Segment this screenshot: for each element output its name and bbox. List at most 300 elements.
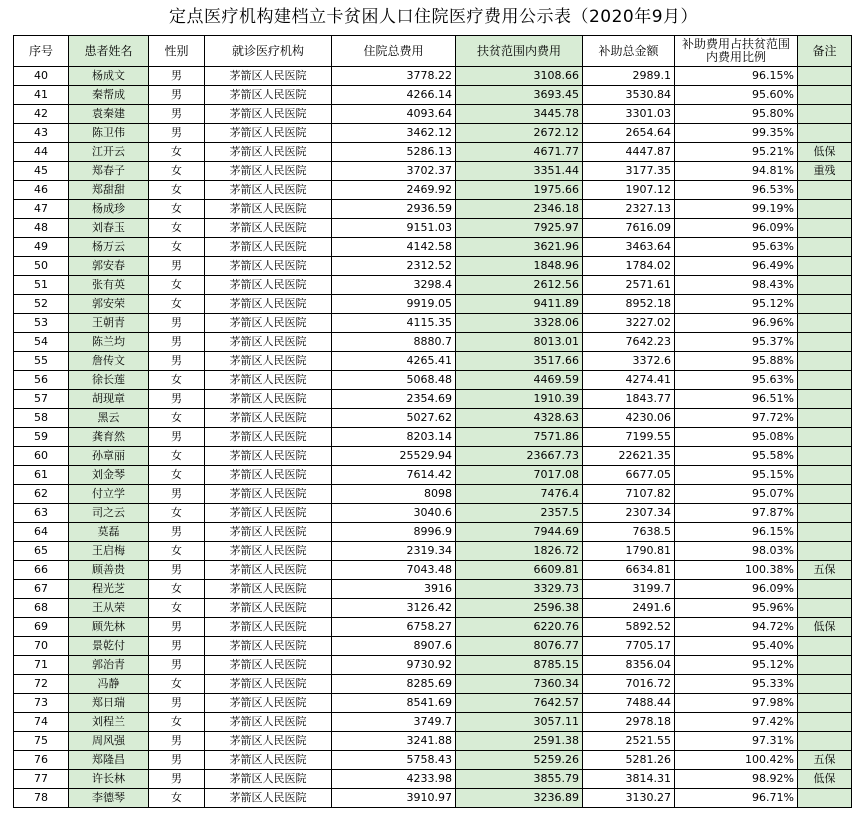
- total-cost-cell: 4233.98: [332, 770, 456, 789]
- index-cell: 55: [14, 352, 69, 371]
- hospital-cell: 茅箭区人民医院: [205, 599, 332, 618]
- hospital-cell: 茅箭区人民医院: [205, 713, 332, 732]
- covered-cost-cell: 7017.08: [456, 466, 583, 485]
- subsidy-cell: 3463.64: [583, 238, 675, 257]
- index-cell: 56: [14, 371, 69, 390]
- covered-cost-cell: 3445.78: [456, 105, 583, 124]
- hospital-cell: 茅箭区人民医院: [205, 352, 332, 371]
- total-cost-cell: 3462.12: [332, 124, 456, 143]
- gender-cell: 女: [149, 789, 205, 808]
- name-cell: 郭安荣: [69, 295, 149, 314]
- table-row: [14, 637, 852, 656]
- name-cell: 孙章丽: [69, 447, 149, 466]
- covered-cost-cell: 1910.39: [456, 390, 583, 409]
- index-cell: 40: [14, 67, 69, 86]
- subsidy-cell: 4447.87: [583, 143, 675, 162]
- total-cost-cell: 9730.92: [332, 656, 456, 675]
- covered-cost-cell: 3693.45: [456, 86, 583, 105]
- index-cell: 47: [14, 200, 69, 219]
- gender-cell: 女: [149, 200, 205, 219]
- gender-cell: 男: [149, 637, 205, 656]
- subsidy-cell: 2654.64: [583, 124, 675, 143]
- gender-cell: 男: [149, 314, 205, 333]
- table-row: [14, 542, 852, 561]
- gender-cell: 男: [149, 105, 205, 124]
- ratio-cell: 95.07%: [675, 485, 798, 504]
- ratio-cell: 95.80%: [675, 105, 798, 124]
- remark-cell: [798, 67, 852, 86]
- header-cell-remark: 备注: [798, 36, 852, 67]
- table-row: [14, 428, 852, 447]
- index-cell: 51: [14, 276, 69, 295]
- name-cell: 郑春子: [69, 162, 149, 181]
- total-cost-cell: 7043.48: [332, 561, 456, 580]
- name-cell: 刘金琴: [69, 466, 149, 485]
- gender-cell: 女: [149, 143, 205, 162]
- index-cell: 53: [14, 314, 69, 333]
- subsidy-cell: 1907.12: [583, 181, 675, 200]
- total-cost-cell: 4265.41: [332, 352, 456, 371]
- covered-cost-cell: 3351.44: [456, 162, 583, 181]
- ratio-cell: 95.63%: [675, 238, 798, 257]
- gender-cell: 女: [149, 219, 205, 238]
- ratio-cell: 96.49%: [675, 257, 798, 276]
- total-cost-cell: 2312.52: [332, 257, 456, 276]
- index-cell: 46: [14, 181, 69, 200]
- name-cell: 杨成文: [69, 67, 149, 86]
- name-cell: 陈卫伟: [69, 124, 149, 143]
- header-cell-ratio: 补助费用占扶贫范围内费用比例: [675, 36, 798, 67]
- subsidy-cell: 3130.27: [583, 789, 675, 808]
- name-cell: 王从荣: [69, 599, 149, 618]
- ratio-cell: 95.60%: [675, 86, 798, 105]
- covered-cost-cell: 2596.38: [456, 599, 583, 618]
- total-cost-cell: 2354.69: [332, 390, 456, 409]
- remark-cell: [798, 637, 852, 656]
- header-cell-gender: 性别: [149, 36, 205, 67]
- remark-cell: [798, 333, 852, 352]
- covered-cost-cell: 8785.15: [456, 656, 583, 675]
- covered-cost-cell: 7476.4: [456, 485, 583, 504]
- gender-cell: 男: [149, 352, 205, 371]
- name-cell: 黑云: [69, 409, 149, 428]
- total-cost-cell: 3778.22: [332, 67, 456, 86]
- name-cell: 付立学: [69, 485, 149, 504]
- gender-cell: 女: [149, 675, 205, 694]
- covered-cost-cell: 1826.72: [456, 542, 583, 561]
- gender-cell: 女: [149, 238, 205, 257]
- table-row: [14, 656, 852, 675]
- subsidy-cell: 3199.7: [583, 580, 675, 599]
- total-cost-cell: 2469.92: [332, 181, 456, 200]
- index-cell: 61: [14, 466, 69, 485]
- remark-cell: [798, 542, 852, 561]
- remark-cell: [798, 409, 852, 428]
- total-cost-cell: 4093.64: [332, 105, 456, 124]
- hospital-cell: 茅箭区人民医院: [205, 561, 332, 580]
- name-cell: 郑甜甜: [69, 181, 149, 200]
- name-cell: 张有英: [69, 276, 149, 295]
- total-cost-cell: 3298.4: [332, 276, 456, 295]
- table-row: [14, 409, 852, 428]
- name-cell: 李德琴: [69, 789, 149, 808]
- table-row: [14, 485, 852, 504]
- subsidy-cell: 6677.05: [583, 466, 675, 485]
- ratio-cell: 94.72%: [675, 618, 798, 637]
- gender-cell: 女: [149, 542, 205, 561]
- table-row: [14, 447, 852, 466]
- ratio-cell: 95.40%: [675, 637, 798, 656]
- index-cell: 48: [14, 219, 69, 238]
- index-cell: 68: [14, 599, 69, 618]
- subsidy-cell: 7199.55: [583, 428, 675, 447]
- subsidy-cell: 3301.03: [583, 105, 675, 124]
- total-cost-cell: 5758.43: [332, 751, 456, 770]
- total-cost-cell: 5027.62: [332, 409, 456, 428]
- table-row: [14, 143, 852, 162]
- total-cost-cell: 3910.97: [332, 789, 456, 808]
- remark-cell: [798, 466, 852, 485]
- remark-cell: [798, 789, 852, 808]
- remark-cell: [798, 732, 852, 751]
- table-row: [14, 257, 852, 276]
- index-cell: 63: [14, 504, 69, 523]
- table-body: [14, 36, 852, 808]
- hospital-cell: 茅箭区人民医院: [205, 694, 332, 713]
- name-cell: 顾先林: [69, 618, 149, 637]
- subsidy-cell: 8356.04: [583, 656, 675, 675]
- covered-cost-cell: 1848.96: [456, 257, 583, 276]
- remark-cell: [798, 447, 852, 466]
- ratio-cell: 97.31%: [675, 732, 798, 751]
- gender-cell: 男: [149, 333, 205, 352]
- hospital-cell: 茅箭区人民医院: [205, 542, 332, 561]
- gender-cell: 女: [149, 409, 205, 428]
- index-cell: 57: [14, 390, 69, 409]
- total-cost-cell: 3916: [332, 580, 456, 599]
- gender-cell: 女: [149, 466, 205, 485]
- covered-cost-cell: 7571.86: [456, 428, 583, 447]
- index-cell: 45: [14, 162, 69, 181]
- total-cost-cell: 8098: [332, 485, 456, 504]
- gender-cell: 男: [149, 390, 205, 409]
- table-row: [14, 238, 852, 257]
- hospital-cell: 茅箭区人民医院: [205, 732, 332, 751]
- subsidy-cell: 2571.61: [583, 276, 675, 295]
- ratio-cell: 100.42%: [675, 751, 798, 770]
- ratio-cell: 96.96%: [675, 314, 798, 333]
- table-row: [14, 124, 852, 143]
- table-row: [14, 504, 852, 523]
- gender-cell: 女: [149, 295, 205, 314]
- ratio-cell: 96.09%: [675, 580, 798, 599]
- index-cell: 78: [14, 789, 69, 808]
- hospital-cell: 茅箭区人民医院: [205, 162, 332, 181]
- hospital-cell: 茅箭区人民医院: [205, 770, 332, 789]
- remark-cell: [798, 276, 852, 295]
- ratio-cell: 95.15%: [675, 466, 798, 485]
- index-cell: 42: [14, 105, 69, 124]
- subsidy-cell: 1843.77: [583, 390, 675, 409]
- subsidy-cell: 7488.44: [583, 694, 675, 713]
- total-cost-cell: 4115.35: [332, 314, 456, 333]
- covered-cost-cell: 2591.38: [456, 732, 583, 751]
- name-cell: 胡现章: [69, 390, 149, 409]
- name-cell: 冯静: [69, 675, 149, 694]
- total-cost-cell: 8880.7: [332, 333, 456, 352]
- header-cell-covered-cost: 扶贫范围内费用: [456, 36, 583, 67]
- cost-table: [13, 35, 852, 808]
- covered-cost-cell: 3057.11: [456, 713, 583, 732]
- name-cell: 江开云: [69, 143, 149, 162]
- table-row: [14, 466, 852, 485]
- subsidy-cell: 7107.82: [583, 485, 675, 504]
- name-cell: 杨成珍: [69, 200, 149, 219]
- gender-cell: 男: [149, 523, 205, 542]
- table-row: [14, 371, 852, 390]
- ratio-cell: 95.33%: [675, 675, 798, 694]
- hospital-cell: 茅箭区人民医院: [205, 371, 332, 390]
- covered-cost-cell: 2346.18: [456, 200, 583, 219]
- covered-cost-cell: 9411.89: [456, 295, 583, 314]
- index-cell: 66: [14, 561, 69, 580]
- covered-cost-cell: 3329.73: [456, 580, 583, 599]
- total-cost-cell: 3126.42: [332, 599, 456, 618]
- index-cell: 72: [14, 675, 69, 694]
- index-cell: 76: [14, 751, 69, 770]
- table-row: [14, 390, 852, 409]
- ratio-cell: 97.87%: [675, 504, 798, 523]
- subsidy-cell: 1784.02: [583, 257, 675, 276]
- covered-cost-cell: 5259.26: [456, 751, 583, 770]
- gender-cell: 男: [149, 67, 205, 86]
- hospital-cell: 茅箭区人民医院: [205, 789, 332, 808]
- hospital-cell: 茅箭区人民医院: [205, 257, 332, 276]
- subsidy-cell: 5892.52: [583, 618, 675, 637]
- remark-cell: [798, 86, 852, 105]
- remark-cell: 重残: [798, 162, 852, 181]
- ratio-cell: 95.08%: [675, 428, 798, 447]
- gender-cell: 男: [149, 561, 205, 580]
- index-cell: 75: [14, 732, 69, 751]
- hospital-cell: 茅箭区人民医院: [205, 200, 332, 219]
- table-row: [14, 314, 852, 333]
- ratio-cell: 95.63%: [675, 371, 798, 390]
- covered-cost-cell: 6609.81: [456, 561, 583, 580]
- ratio-cell: 97.72%: [675, 409, 798, 428]
- table-row: [14, 523, 852, 542]
- ratio-cell: 99.35%: [675, 124, 798, 143]
- table-row: [14, 86, 852, 105]
- ratio-cell: 95.12%: [675, 656, 798, 675]
- hospital-cell: 茅箭区人民医院: [205, 143, 332, 162]
- hospital-cell: 茅箭区人民医院: [205, 219, 332, 238]
- index-cell: 74: [14, 713, 69, 732]
- gender-cell: 男: [149, 428, 205, 447]
- hospital-cell: 茅箭区人民医院: [205, 409, 332, 428]
- table-row: [14, 770, 852, 789]
- table-row: [14, 181, 852, 200]
- covered-cost-cell: 3236.89: [456, 789, 583, 808]
- index-cell: 71: [14, 656, 69, 675]
- remark-cell: [798, 428, 852, 447]
- remark-cell: [798, 713, 852, 732]
- index-cell: 43: [14, 124, 69, 143]
- gender-cell: 男: [149, 694, 205, 713]
- index-cell: 54: [14, 333, 69, 352]
- covered-cost-cell: 3517.66: [456, 352, 583, 371]
- ratio-cell: 94.81%: [675, 162, 798, 181]
- index-cell: 62: [14, 485, 69, 504]
- subsidy-cell: 3530.84: [583, 86, 675, 105]
- hospital-cell: 茅箭区人民医院: [205, 238, 332, 257]
- name-cell: 司之云: [69, 504, 149, 523]
- subsidy-cell: 3814.31: [583, 770, 675, 789]
- name-cell: 莫磊: [69, 523, 149, 542]
- header-cell-total-cost: 住院总费用: [332, 36, 456, 67]
- remark-cell: [798, 295, 852, 314]
- index-cell: 77: [14, 770, 69, 789]
- ratio-cell: 97.42%: [675, 713, 798, 732]
- hospital-cell: 茅箭区人民医院: [205, 428, 332, 447]
- name-cell: 程光芝: [69, 580, 149, 599]
- subsidy-cell: 3227.02: [583, 314, 675, 333]
- total-cost-cell: 5286.13: [332, 143, 456, 162]
- remark-cell: [798, 124, 852, 143]
- hospital-cell: 茅箭区人民医院: [205, 523, 332, 542]
- table-row: [14, 219, 852, 238]
- subsidy-cell: 2307.34: [583, 504, 675, 523]
- table-row: [14, 276, 852, 295]
- table-row: [14, 751, 852, 770]
- index-cell: 50: [14, 257, 69, 276]
- hospital-cell: 茅箭区人民医院: [205, 181, 332, 200]
- remark-cell: [798, 181, 852, 200]
- remark-cell: [798, 352, 852, 371]
- subsidy-cell: 1790.81: [583, 542, 675, 561]
- ratio-cell: 95.37%: [675, 333, 798, 352]
- name-cell: 陈兰均: [69, 333, 149, 352]
- gender-cell: 女: [149, 371, 205, 390]
- subsidy-cell: 7642.23: [583, 333, 675, 352]
- subsidy-cell: 2989.1: [583, 67, 675, 86]
- gender-cell: 女: [149, 181, 205, 200]
- remark-cell: [798, 314, 852, 333]
- covered-cost-cell: 2612.56: [456, 276, 583, 295]
- covered-cost-cell: 7944.69: [456, 523, 583, 542]
- remark-cell: 低保: [798, 143, 852, 162]
- total-cost-cell: 3241.88: [332, 732, 456, 751]
- table-row: [14, 333, 852, 352]
- table-row: [14, 675, 852, 694]
- remark-cell: [798, 694, 852, 713]
- subsidy-cell: 7638.5: [583, 523, 675, 542]
- hospital-cell: 茅箭区人民医院: [205, 466, 332, 485]
- total-cost-cell: 9151.03: [332, 219, 456, 238]
- index-cell: 59: [14, 428, 69, 447]
- total-cost-cell: 8203.14: [332, 428, 456, 447]
- name-cell: 刘春玉: [69, 219, 149, 238]
- covered-cost-cell: 7642.57: [456, 694, 583, 713]
- subsidy-cell: 2521.55: [583, 732, 675, 751]
- header-cell-subsidy: 补助总金额: [583, 36, 675, 67]
- name-cell: 秦帮成: [69, 86, 149, 105]
- hospital-cell: 茅箭区人民医院: [205, 618, 332, 637]
- hospital-cell: 茅箭区人民医院: [205, 86, 332, 105]
- name-cell: 刘程兰: [69, 713, 149, 732]
- total-cost-cell: 2319.34: [332, 542, 456, 561]
- remark-cell: [798, 219, 852, 238]
- name-cell: 景乾付: [69, 637, 149, 656]
- gender-cell: 女: [149, 713, 205, 732]
- gender-cell: 男: [149, 124, 205, 143]
- gender-cell: 女: [149, 504, 205, 523]
- index-cell: 44: [14, 143, 69, 162]
- hospital-cell: 茅箭区人民医院: [205, 751, 332, 770]
- remark-cell: [798, 390, 852, 409]
- subsidy-cell: 2978.18: [583, 713, 675, 732]
- ratio-cell: 96.71%: [675, 789, 798, 808]
- index-cell: 70: [14, 637, 69, 656]
- ratio-cell: 96.53%: [675, 181, 798, 200]
- index-cell: 52: [14, 295, 69, 314]
- gender-cell: 男: [149, 656, 205, 675]
- table-row: [14, 561, 852, 580]
- hospital-cell: 茅箭区人民医院: [205, 580, 332, 599]
- name-cell: 郑日瑞: [69, 694, 149, 713]
- total-cost-cell: 25529.94: [332, 447, 456, 466]
- gender-cell: 女: [149, 162, 205, 181]
- gender-cell: 男: [149, 86, 205, 105]
- gender-cell: 男: [149, 485, 205, 504]
- remark-cell: [798, 599, 852, 618]
- ratio-cell: 95.21%: [675, 143, 798, 162]
- hospital-cell: 茅箭区人民医院: [205, 656, 332, 675]
- ratio-cell: 98.92%: [675, 770, 798, 789]
- index-cell: 69: [14, 618, 69, 637]
- hospital-cell: 茅箭区人民医院: [205, 390, 332, 409]
- table-row: [14, 295, 852, 314]
- ratio-cell: 96.51%: [675, 390, 798, 409]
- covered-cost-cell: 23667.73: [456, 447, 583, 466]
- table-row: [14, 713, 852, 732]
- remark-cell: 低保: [798, 618, 852, 637]
- hospital-cell: 茅箭区人民医院: [205, 67, 332, 86]
- gender-cell: 男: [149, 732, 205, 751]
- ratio-cell: 96.15%: [675, 523, 798, 542]
- remark-cell: [798, 238, 852, 257]
- gender-cell: 女: [149, 276, 205, 295]
- remark-cell: 五保: [798, 561, 852, 580]
- covered-cost-cell: 4328.63: [456, 409, 583, 428]
- name-cell: 郭安春: [69, 257, 149, 276]
- covered-cost-cell: 7925.97: [456, 219, 583, 238]
- subsidy-cell: 4274.41: [583, 371, 675, 390]
- subsidy-cell: 6634.81: [583, 561, 675, 580]
- subsidy-cell: 8952.18: [583, 295, 675, 314]
- table-row: [14, 105, 852, 124]
- gender-cell: 女: [149, 580, 205, 599]
- table-row: [14, 618, 852, 637]
- hospital-cell: 茅箭区人民医院: [205, 485, 332, 504]
- hospital-cell: 茅箭区人民医院: [205, 504, 332, 523]
- remark-cell: [798, 485, 852, 504]
- name-cell: 王启梅: [69, 542, 149, 561]
- covered-cost-cell: 3108.66: [456, 67, 583, 86]
- total-cost-cell: 8996.9: [332, 523, 456, 542]
- index-cell: 67: [14, 580, 69, 599]
- gender-cell: 女: [149, 599, 205, 618]
